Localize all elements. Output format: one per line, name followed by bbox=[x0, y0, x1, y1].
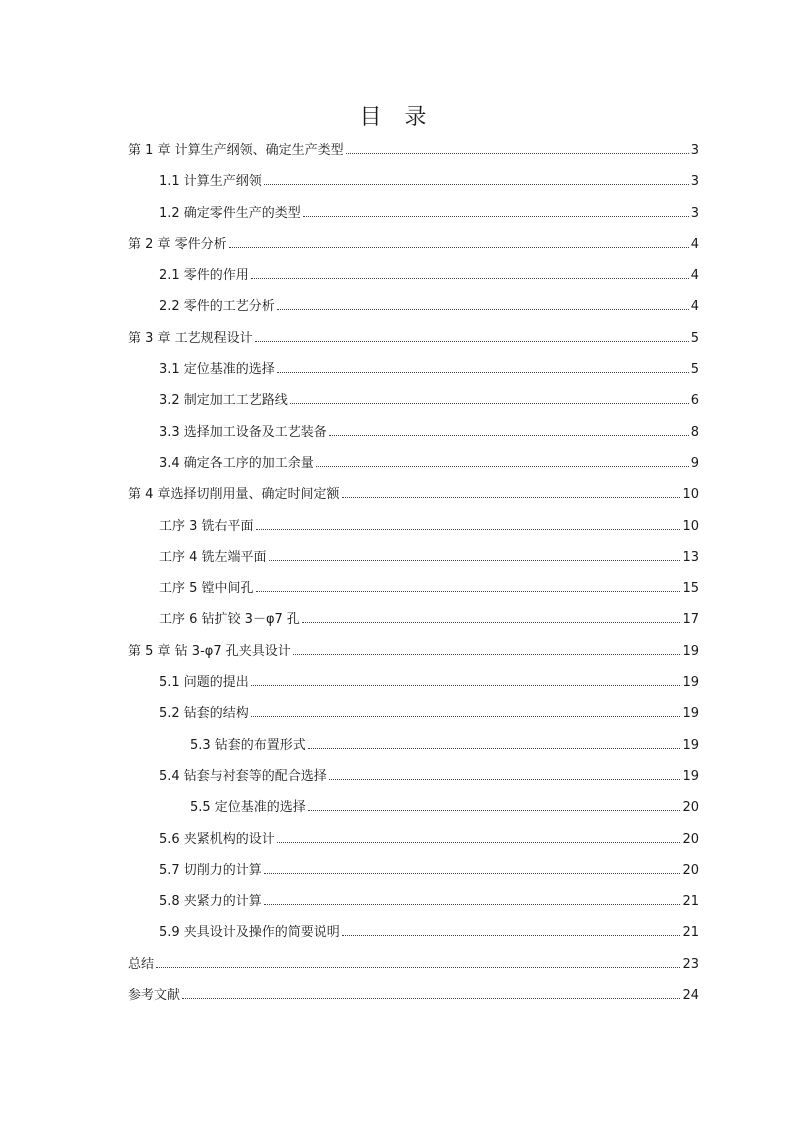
toc-entry-label: 5.5 定位基准的选择 bbox=[190, 800, 306, 816]
toc-entry[interactable] bbox=[128, 452, 699, 483]
dot-leader bbox=[264, 904, 681, 905]
toc-entry-page: 21 bbox=[682, 925, 699, 941]
toc-entry-page: 17 bbox=[682, 612, 699, 628]
toc-entry[interactable] bbox=[128, 702, 699, 733]
toc-entry-label: 第 4 章选择切削用量、确定时间定额 bbox=[128, 487, 340, 503]
toc-entry-label: 2.2 零件的工艺分析 bbox=[159, 299, 275, 315]
toc-entry-label: 3.4 确定各工序的加工余量 bbox=[159, 455, 314, 471]
toc-entry[interactable] bbox=[128, 389, 699, 420]
toc-entry-label: 5.2 钻套的结构 bbox=[159, 706, 249, 722]
toc-entry[interactable] bbox=[128, 671, 699, 702]
toc-entry-label: 工序 5 镗中间孔 bbox=[159, 581, 254, 597]
toc-entry-page: 6 bbox=[690, 393, 699, 409]
dot-leader bbox=[308, 748, 681, 749]
toc-entry[interactable] bbox=[128, 953, 699, 984]
toc-entry[interactable] bbox=[128, 295, 699, 326]
toc-entry-page: 13 bbox=[682, 549, 699, 565]
dot-leader bbox=[303, 216, 689, 217]
toc-entry[interactable] bbox=[128, 577, 699, 608]
toc-entry[interactable] bbox=[128, 546, 699, 577]
dot-leader bbox=[255, 341, 689, 342]
toc-entry[interactable] bbox=[128, 608, 699, 639]
toc-entry-label: 5.1 问题的提出 bbox=[159, 675, 249, 691]
toc-entry[interactable] bbox=[128, 483, 699, 514]
toc-entry-page: 5 bbox=[690, 330, 699, 346]
toc-entry-page: 10 bbox=[682, 487, 699, 503]
dot-leader bbox=[182, 998, 680, 999]
toc-entry-page: 10 bbox=[682, 518, 699, 534]
dot-leader bbox=[342, 935, 681, 936]
toc-entry-page: 23 bbox=[682, 956, 699, 972]
toc-entry[interactable] bbox=[128, 358, 699, 389]
page-title: 目 录 bbox=[359, 105, 435, 130]
dot-leader bbox=[269, 560, 681, 561]
toc-entry-label: 参考文献 bbox=[128, 988, 181, 1004]
toc-entry-page: 20 bbox=[682, 862, 699, 878]
toc-entry-label: 5.7 切削力的计算 bbox=[159, 862, 262, 878]
dot-leader bbox=[251, 716, 681, 717]
toc-entry-label: 5.3 钻套的布置形式 bbox=[190, 737, 306, 753]
toc-entry[interactable] bbox=[128, 890, 699, 921]
toc-entry-page: 19 bbox=[682, 737, 699, 753]
toc-entry-label: 工序 4 铣左端平面 bbox=[159, 549, 267, 565]
toc-entry[interactable] bbox=[128, 233, 699, 264]
toc-entry-label: 3.1 定位基准的选择 bbox=[159, 362, 275, 378]
toc-entry[interactable] bbox=[128, 264, 699, 295]
toc-entry-label: 第 5 章 钻 3-φ7 孔夹具设计 bbox=[128, 643, 291, 659]
toc-entry-label: 工序 3 铣右平面 bbox=[159, 518, 254, 534]
toc-entry[interactable] bbox=[128, 859, 699, 890]
dot-leader bbox=[293, 654, 681, 655]
toc-entry-page: 21 bbox=[682, 894, 699, 910]
dot-leader bbox=[264, 184, 689, 185]
toc-entry-page: 3 bbox=[690, 205, 699, 221]
toc-entry-label: 1.1 计算生产纲领 bbox=[159, 174, 262, 190]
toc-entry-label: 5.9 夹具设计及操作的简要说明 bbox=[159, 925, 340, 941]
toc-entry-label: 3.3 选择加工设备及工艺装备 bbox=[159, 424, 327, 440]
toc-entry-label: 2.1 零件的作用 bbox=[159, 268, 249, 284]
toc-entry-page: 19 bbox=[682, 643, 699, 659]
dot-leader bbox=[156, 967, 680, 968]
dot-leader bbox=[302, 622, 681, 623]
toc-entry-label: 第 2 章 零件分析 bbox=[128, 236, 227, 252]
toc-entry[interactable] bbox=[128, 515, 699, 546]
dot-leader bbox=[251, 685, 681, 686]
toc-entry[interactable] bbox=[128, 765, 699, 796]
toc-entry-page: 4 bbox=[690, 236, 699, 252]
toc-entry-page: 20 bbox=[682, 831, 699, 847]
toc-entry[interactable] bbox=[128, 734, 699, 765]
dot-leader bbox=[346, 153, 689, 154]
toc-entry-label: 1.2 确定零件生产的类型 bbox=[159, 205, 301, 221]
dot-leader bbox=[229, 247, 689, 248]
toc-entry-page: 3 bbox=[690, 143, 699, 158]
toc-entry-page: 5 bbox=[690, 362, 699, 378]
dot-leader bbox=[251, 278, 689, 279]
dot-leader bbox=[342, 497, 681, 498]
dot-leader bbox=[264, 873, 681, 874]
toc-entry[interactable] bbox=[128, 202, 699, 233]
toc-entry-label: 3.2 制定加工工艺路线 bbox=[159, 393, 288, 409]
toc-entry-label: 总结 bbox=[128, 956, 155, 972]
dot-leader bbox=[329, 779, 681, 780]
toc-entry-page: 4 bbox=[690, 299, 699, 315]
toc-entry-page: 24 bbox=[682, 988, 699, 1004]
toc-entry-page: 8 bbox=[690, 424, 699, 440]
dot-leader bbox=[277, 309, 689, 310]
toc-entry[interactable] bbox=[128, 828, 699, 859]
toc-entry-page: 19 bbox=[682, 675, 699, 691]
toc-entry[interactable] bbox=[128, 327, 699, 358]
toc-entry-label: 工序 6 钻扩铰 3－φ7 孔 bbox=[159, 612, 300, 628]
toc-entry-label: 5.6 夹紧机构的设计 bbox=[159, 831, 275, 847]
toc-entry-label: 第 1 章 计算生产纲领、确定生产类型 bbox=[128, 143, 344, 158]
toc-entry-page: 4 bbox=[690, 268, 699, 284]
toc-entry-page: 15 bbox=[682, 581, 699, 597]
toc-entry-page: 19 bbox=[682, 706, 699, 722]
toc-entry[interactable] bbox=[128, 139, 699, 170]
toc-entry-page: 3 bbox=[690, 174, 699, 190]
toc-entry-label: 5.4 钻套与衬套等的配合选择 bbox=[159, 768, 327, 784]
dot-leader bbox=[277, 842, 681, 843]
dot-leader bbox=[290, 403, 689, 404]
toc-entry[interactable] bbox=[128, 170, 699, 201]
toc-entry[interactable] bbox=[128, 984, 699, 1015]
toc-entry-page: 19 bbox=[682, 768, 699, 784]
toc-entry-page: 9 bbox=[690, 455, 699, 471]
dot-leader bbox=[316, 466, 689, 467]
toc-entry[interactable] bbox=[128, 640, 699, 671]
dot-leader bbox=[277, 372, 689, 373]
toc-entry-label: 5.8 夹紧力的计算 bbox=[159, 894, 262, 910]
dot-leader bbox=[256, 591, 681, 592]
toc-entry[interactable] bbox=[128, 921, 699, 952]
toc-entry[interactable] bbox=[128, 796, 699, 827]
toc-entry[interactable] bbox=[128, 421, 699, 452]
toc-entry-label: 第 3 章 工艺规程设计 bbox=[128, 330, 253, 346]
toc-entry-page: 20 bbox=[682, 800, 699, 816]
dot-leader bbox=[256, 529, 681, 530]
table-of-contents bbox=[128, 139, 699, 1015]
dot-leader bbox=[308, 810, 681, 811]
dot-leader bbox=[329, 435, 689, 436]
